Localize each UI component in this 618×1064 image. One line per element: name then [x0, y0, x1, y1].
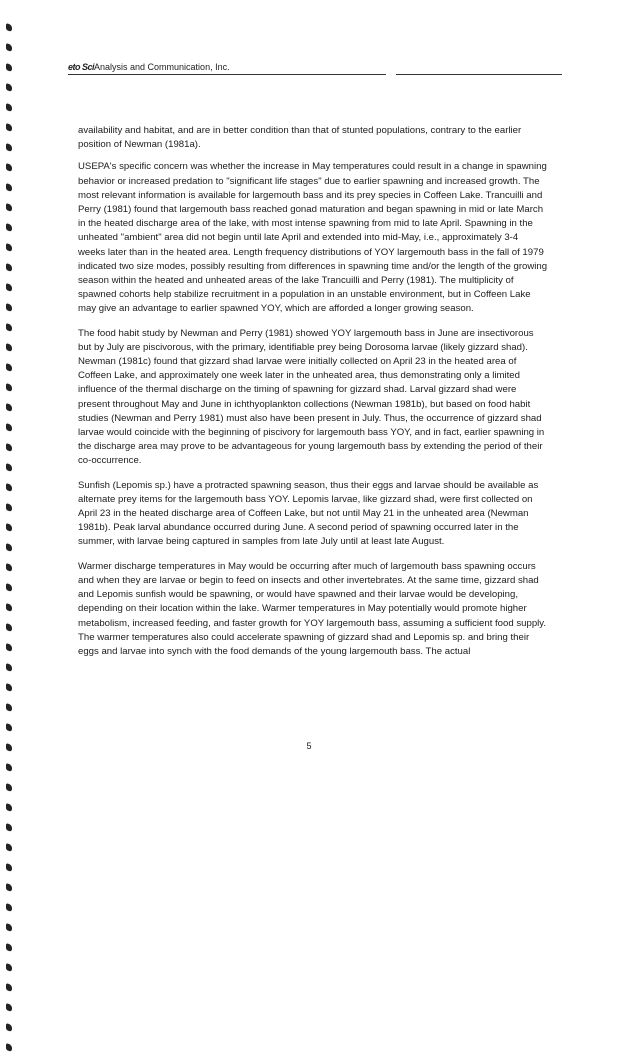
company-logo: eto Sci [68, 62, 95, 72]
page-number: 5 [306, 741, 312, 751]
page-header [68, 62, 562, 72]
paragraph: USEPA's specific concern was whether the increase in May temperatures could result in a change in spawning behavior or increased predation to "significant life stages" due to earlier spawning and increased growth. The most relevant information is available for largemouth bass and its prey species in Coffeen Lake. Trancuilli and Perry (1981) found that largemouth bass reached gonad maturation and began spawning in mid or late March in the heated discharge area of the lake, with most intense spawning from mid to late April. Spawning in the unheated "ambient" area did not begin until late April and extended into mid-May, i.e., approximately 3-4 weeks later than in the heated area. Length frequency distributions of YOY largemouth bass in the fall of 1979 indicated two size modes, possibly resulting from differences in spawning time and/or the length of the growing season within the heated and unheated areas of the lake Trancuilli and Perry (1981). The multiplicity of spawned cohorts help stabilize recruitment in a population in an unstable environment, but in Coffeen Lake may give an advantage to earlier spawned YOY, which are afforded a longer growing season. [78, 161, 548, 315]
document-body [78, 124, 548, 669]
company-name: Analysis and Communication, Inc. [94, 62, 230, 72]
paragraph: Warmer discharge temperatures in May would be occurring after much of largemouth bass spawning occurs and when they are larvae or begin to feed on insects and other invertebrates. At the same time, gizzard shad and Lepomis sunfish would be spawning, or would have spawned and their larvae would be developing, depending on their location within the lake. Warmer temperatures in May potentially would promote higher metabolism, increased feeding, and faster growth for YOY largemouth bass, assuming a sufficient food supply. The warmer temperatures also could accelerate spawning of gizzard shad and Lepomis sp. and bring their eggs and larvae into synch with the food demands of the young largemouth bass. The actual [78, 560, 547, 657]
binder-holes [0, 24, 16, 1064]
paragraph: availability and habitat, and are in better condition than that of stunted populations, contrary to the earlier position of Newman (1981a). [78, 125, 522, 151]
paragraph: The food habit study by Newman and Perry (1981) showed YOY largemouth bass in June are insectivorous but by July are piscivorous, with the primary, identifiable prey being Dorosoma larvae (likely gizzard shad). Newman (1981c) found that gizzard shad larvae were initially collected on April 23 in the heated area of Coffeen Lake, and approximately one week later in the unheated area, thus demonstrating only a limited influence of the thermal discharge on the timing of spawning for gizzard shad. Larval gizzard shad were present throughout May and June in ichthyoplankton collections (Newman 1981b), but based on food habit studies (Newman and Perry 1981) must also have been present in July. Thus, the occurrence of gizzard shad larvae would coincide with the beginning of piscivory for largemouth bass YOY, and in fact, earlier spawning in the discharge area may prove to be advantageous for young largemouth bass by extending the period of their co-occurrence. [78, 327, 545, 467]
header-rule [396, 74, 562, 75]
header-rule [68, 74, 386, 75]
paragraph: Sunfish (Lepomis sp.) have a protracted spawning season, thus their eggs and larvae should be available as alternate prey items for the largemouth bass YOY. Lepomis larvae, like gizzard shad, were first collected on April 23 in the heated discharge area of Coffeen Lake, but not until May 21 in the unheated area (Newman 1981b). Peak larval abundance occurred during June. A second period of spawning occurred later in the summer, with larvae being captured in samples from late July until at least late August. [78, 479, 539, 548]
